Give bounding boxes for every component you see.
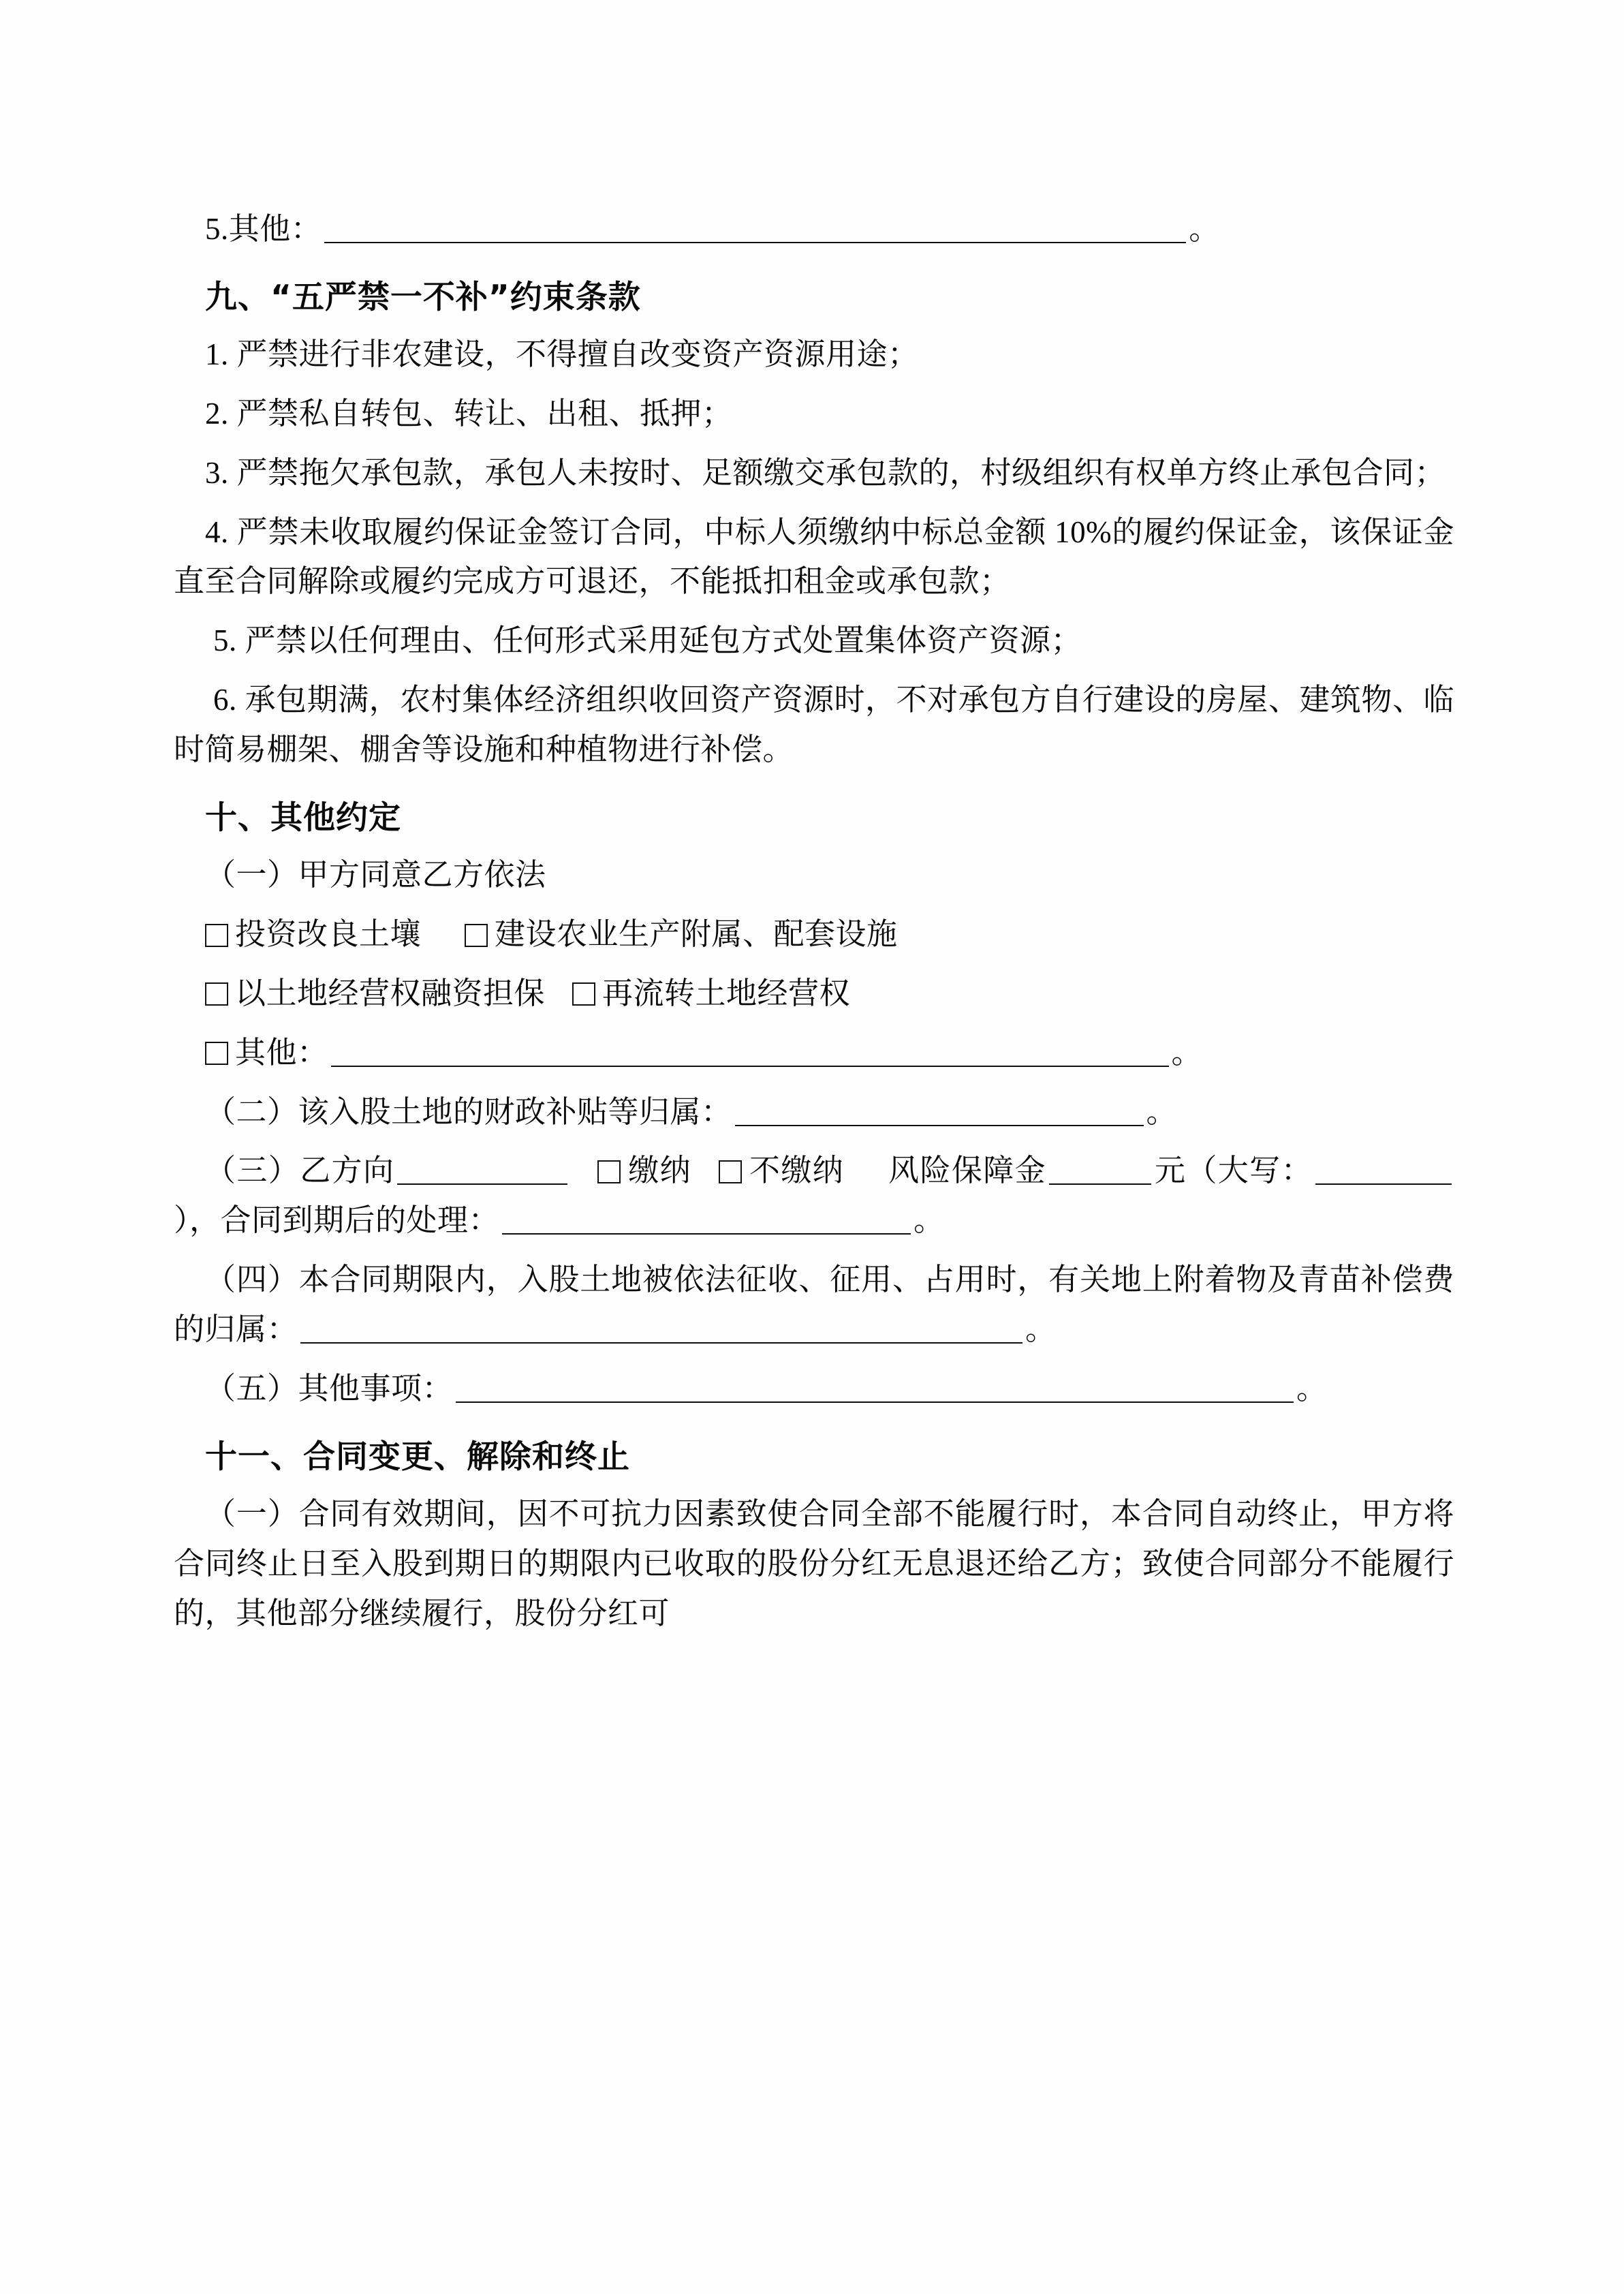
checkbox-build-agri-facilities[interactable] — [465, 924, 488, 947]
fill-blank-risk-fund-amount-words[interactable] — [1315, 1153, 1452, 1185]
clause-item-5-other-suffix: 。 — [1189, 212, 1220, 246]
clause-10-3-risk-fund-label: 风险保障金 — [888, 1153, 1047, 1188]
section-heading-eleven: 十一、合同变更、解除和终止 — [205, 1438, 630, 1476]
fill-blank-other-option[interactable] — [331, 1036, 1169, 1067]
checkbox-label-retransfer-land-rights: 再流转土地经营权 — [602, 976, 851, 1010]
clause-9-4: 4. 严禁未收取履约保证金签订合同，中标人须缴纳中标总金额 10%的履约保证金，该保证金直至合同解除或履约完成方可退还，不能抵扣租金或承包款； — [174, 514, 1454, 599]
clause-10-2-text: （二）该入股土地的财政补贴等归属： — [205, 1094, 732, 1129]
clause-10-4-suffix: 。 — [1025, 1312, 1057, 1347]
clause-10-5-text: （五）其他事项： — [205, 1371, 454, 1406]
clause-10-3-suffix: 。 — [914, 1203, 945, 1238]
checkbox-pay-guarantee[interactable] — [597, 1160, 621, 1183]
clause-10-4-text: （四）本合同期限内，入股土地被依法征收、征用、占用时，有关地上附着物及青苗补偿费的归属： — [174, 1262, 1454, 1347]
checkbox-not-pay-guarantee[interactable] — [719, 1160, 742, 1183]
clause-item-5-other-label: 其他： — [228, 212, 322, 246]
checkbox-label-other-option: 其他： — [235, 1035, 328, 1070]
fill-blank-other-5[interactable] — [324, 212, 1186, 243]
clause-10-2 — [174, 1087, 1454, 1137]
fill-blank-compensation-ownership[interactable] — [300, 1312, 1022, 1344]
clause-10-3 — [174, 1146, 1454, 1245]
clause-9-6: 6. 承包期满，农村集体经济组织收回资产资源时，不对承包方自行建设的房屋、建筑物、临时简易棚架、棚舍等设施和种植物进行补偿。 — [174, 683, 1454, 767]
checkbox-label-build-agri-facilities: 建设农业生产附属、配套设施 — [495, 916, 898, 951]
clause-item-5-other — [174, 204, 1454, 254]
clause-10-3-lead: （三）乙方向 — [205, 1153, 395, 1188]
fill-blank-expiry-handling[interactable] — [502, 1203, 911, 1235]
checkbox-label-pay-guarantee: 缴纳 — [627, 1153, 692, 1188]
clause-10-5-suffix: 。 — [1296, 1371, 1328, 1406]
fill-blank-subsidy-ownership[interactable] — [735, 1095, 1144, 1126]
clause-10-1-options-row-1 — [174, 910, 1454, 959]
checkbox-label-not-pay-guarantee: 不缴纳 — [749, 1153, 845, 1188]
checkbox-label-invest-improve-soil: 投资改良土壤 — [235, 916, 422, 951]
clause-9-2: 2. 严禁私自转包、转让、出租、抵押； — [205, 396, 733, 431]
clause-10-3-expiry-text: ），合同到期后的处理： — [174, 1203, 500, 1238]
clause-11-1: （一）合同有效期间，因不可抗力因素致使合同全部不能履行时，本合同自动终止，甲方将合同终止日至入股到期日的期限内已收取的股份分红无息退还给乙方；致使合同部分不能履行的，其他部分继续履行，股份分红可 — [174, 1496, 1454, 1630]
fill-blank-risk-fund-amount[interactable] — [1049, 1153, 1151, 1185]
fill-blank-other-matters[interactable] — [456, 1371, 1294, 1403]
clause-9-5: 5. 严禁以任何理由、任何形式采用延包方式处置集体资产资源； — [213, 623, 1082, 658]
clause-9-3: 3. 严禁拖欠承包款，承包人未按时、足额缴交承包款的，村级组织有权单方终止承包合同； — [205, 455, 1446, 490]
section-heading-nine: 九、“五严禁一不补”约束条款 — [205, 278, 641, 316]
clause-item-5-other-text: 5. — [205, 212, 229, 246]
clause-10-3-unit-text: 元（大写： — [1154, 1153, 1313, 1188]
clause-10-4 — [174, 1255, 1454, 1354]
document-body — [174, 204, 1454, 1648]
clause-9-1: 1. 严禁进行非农建设，不得擅自改变资产资源用途； — [205, 337, 919, 371]
fill-blank-party-payee[interactable] — [397, 1153, 567, 1185]
checkbox-land-rights-financing[interactable] — [205, 982, 228, 1006]
clause-10-5 — [174, 1364, 1454, 1414]
clause-10-1-row3-suffix: 。 — [1171, 1035, 1203, 1070]
clause-10-1-options-row-2 — [174, 969, 1454, 1019]
checkbox-retransfer-land-rights[interactable] — [572, 982, 595, 1006]
clause-10-1-options-row-3 — [174, 1028, 1454, 1078]
section-heading-ten: 十、其他约定 — [205, 799, 401, 837]
checkbox-other-option[interactable] — [205, 1042, 228, 1065]
checkbox-invest-improve-soil[interactable] — [205, 924, 228, 947]
checkbox-label-land-rights-financing: 以土地经营权融资担保 — [235, 976, 546, 1010]
clause-10-1-lead: （一）甲方同意乙方依法 — [205, 858, 546, 893]
clause-10-2-suffix: 。 — [1146, 1094, 1178, 1129]
